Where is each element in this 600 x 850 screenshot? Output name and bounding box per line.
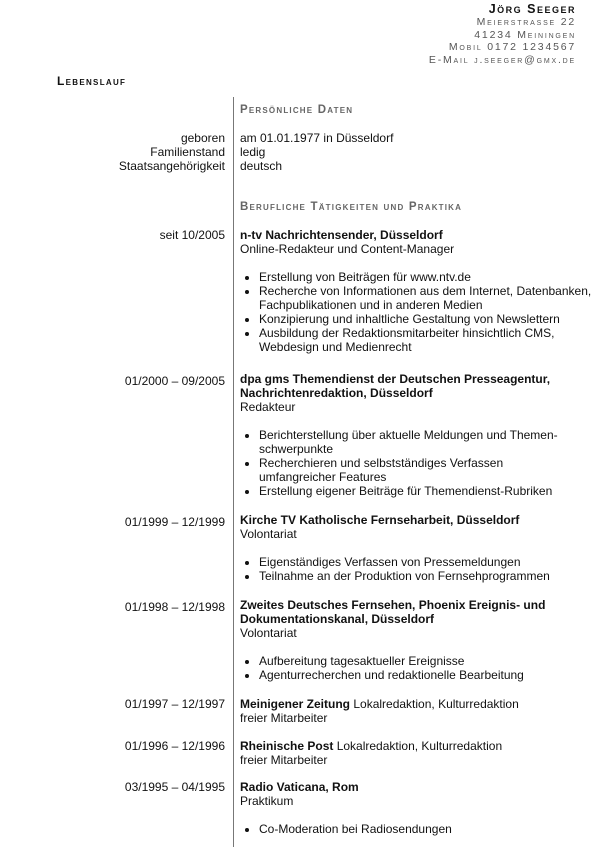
entry-org-detail: Lokalredaktion, Kulturredaktion [333, 739, 503, 753]
task-item: • Co-Moderation bei Radiosendungen [259, 822, 599, 836]
personal-value: deutsch [240, 159, 283, 173]
entry-date: 01/1996 – 12/1996 [124, 739, 225, 753]
task-item: • Recherche von Informationen aus dem Internet, Datenbanken, Fachpublikationen und in anderen Medien [259, 284, 599, 312]
applicant-name: Jörg Seeger [488, 2, 576, 16]
entry-role: Volontariat [240, 626, 297, 640]
task-item: • Erstellung von Beiträgen für www.ntv.de [259, 270, 599, 284]
entry-org-name: Radio Vaticana, Rom [240, 780, 359, 794]
entry-task-list [240, 428, 577, 498]
mobile-number: Mobil 0172 1234567 [448, 41, 576, 53]
entry-task-list [240, 555, 599, 583]
entry-org-name: Zweites Deutsches Fernsehen, Phoenix Ereignis- und Dokumentationskanal, Düsseldorf [240, 598, 546, 626]
document-title: Lebenslauf [57, 74, 127, 88]
entry-date: 01/1999 – 12/1999 [124, 515, 225, 529]
entry-date: 01/1997 – 12/1997 [124, 697, 225, 711]
task-item: • Erstellung eigener Beiträge für Themendienst-Rubriken [259, 484, 577, 498]
personal-label: geboren [180, 131, 225, 145]
entry-org-name: dpa gms Themendienst der Deutschen Presseagentur, Nachrichtenredaktion, Düsseldorf [240, 372, 551, 400]
personal-value: am 01.01.1977 in Düsseldorf [240, 131, 394, 145]
entry-organisation [240, 697, 585, 711]
task-item: • Ausbildung der Redaktionsmitarbeiter hinsichtlich CMS, Webdesign und Medienrecht [259, 326, 599, 354]
task-item: • Berichterstellung über aktuelle Meldungen und Themen-schwerpunkte [259, 428, 577, 456]
task-item: • Agenturrecherchen und redaktionelle Bearbeitung [259, 668, 599, 682]
entry-organisation [240, 228, 585, 242]
entry-org-name: n-tv Nachrichtensender, Düsseldorf [240, 228, 443, 242]
entry-organisation [240, 372, 565, 400]
entry-organisation [240, 513, 585, 527]
letterhead [429, 2, 576, 66]
personal-value: ledig [240, 145, 266, 159]
entry-role: Praktikum [240, 794, 294, 808]
entry-role: Online-Redakteur und Content-Manager [240, 242, 455, 256]
entry-date: 01/1998 – 12/1998 [124, 600, 225, 614]
vertical-divider [233, 97, 234, 847]
section-heading-work: Berufliche Tätigkeiten und Praktika [240, 201, 463, 213]
entry-org-name: Kirche TV Katholische Fernseharbeit, Düsseldorf [240, 513, 520, 527]
entry-date: 03/1995 – 04/1995 [124, 780, 225, 794]
personal-label: Familienstand [150, 145, 225, 159]
entry-org-name: Meinigener Zeitung [240, 697, 351, 711]
entry-date: seit 10/2005 [159, 228, 225, 242]
entry-task-list [240, 270, 599, 354]
task-item: • Recherchieren und selbstständiges Verfassen umfangreicher Features [259, 456, 577, 484]
entry-org-detail: Lokalredaktion, Kulturredaktion [350, 697, 519, 711]
entry-organisation [240, 598, 570, 626]
entry-date: 01/2000 – 09/2005 [124, 374, 225, 388]
task-item: • Aufbereitung tagesaktueller Ereignisse [259, 654, 599, 668]
section-heading-personal: Persönliche Daten [240, 104, 354, 116]
email-address: E-Mail j.seeger@gmx.de [428, 53, 576, 66]
entry-org-name: Rheinische Post [240, 739, 334, 753]
entry-organisation [240, 739, 585, 753]
entry-role: Volontariat [240, 527, 297, 541]
task-item: • Teilnahme an der Produktion von Fernsehprogrammen [259, 569, 599, 583]
task-item: • Konzipierung und inhaltliche Gestaltung von Newslettern [259, 312, 599, 326]
entry-role: Redakteur [240, 400, 296, 414]
street-address: Meierstrasse 22 [476, 16, 576, 28]
personal-label: Staatsangehörigkeit [118, 159, 225, 173]
city-address: 41234 Meiningen [474, 28, 576, 41]
entry-task-list [240, 822, 599, 836]
entry-role: freier Mitarbeiter [240, 711, 328, 725]
entry-task-list [240, 654, 599, 682]
task-item: • Eigenständiges Verfassen von Pressemeldungen [259, 555, 599, 569]
entry-organisation [240, 780, 585, 794]
entry-role: freier Mitarbeiter [240, 753, 328, 767]
